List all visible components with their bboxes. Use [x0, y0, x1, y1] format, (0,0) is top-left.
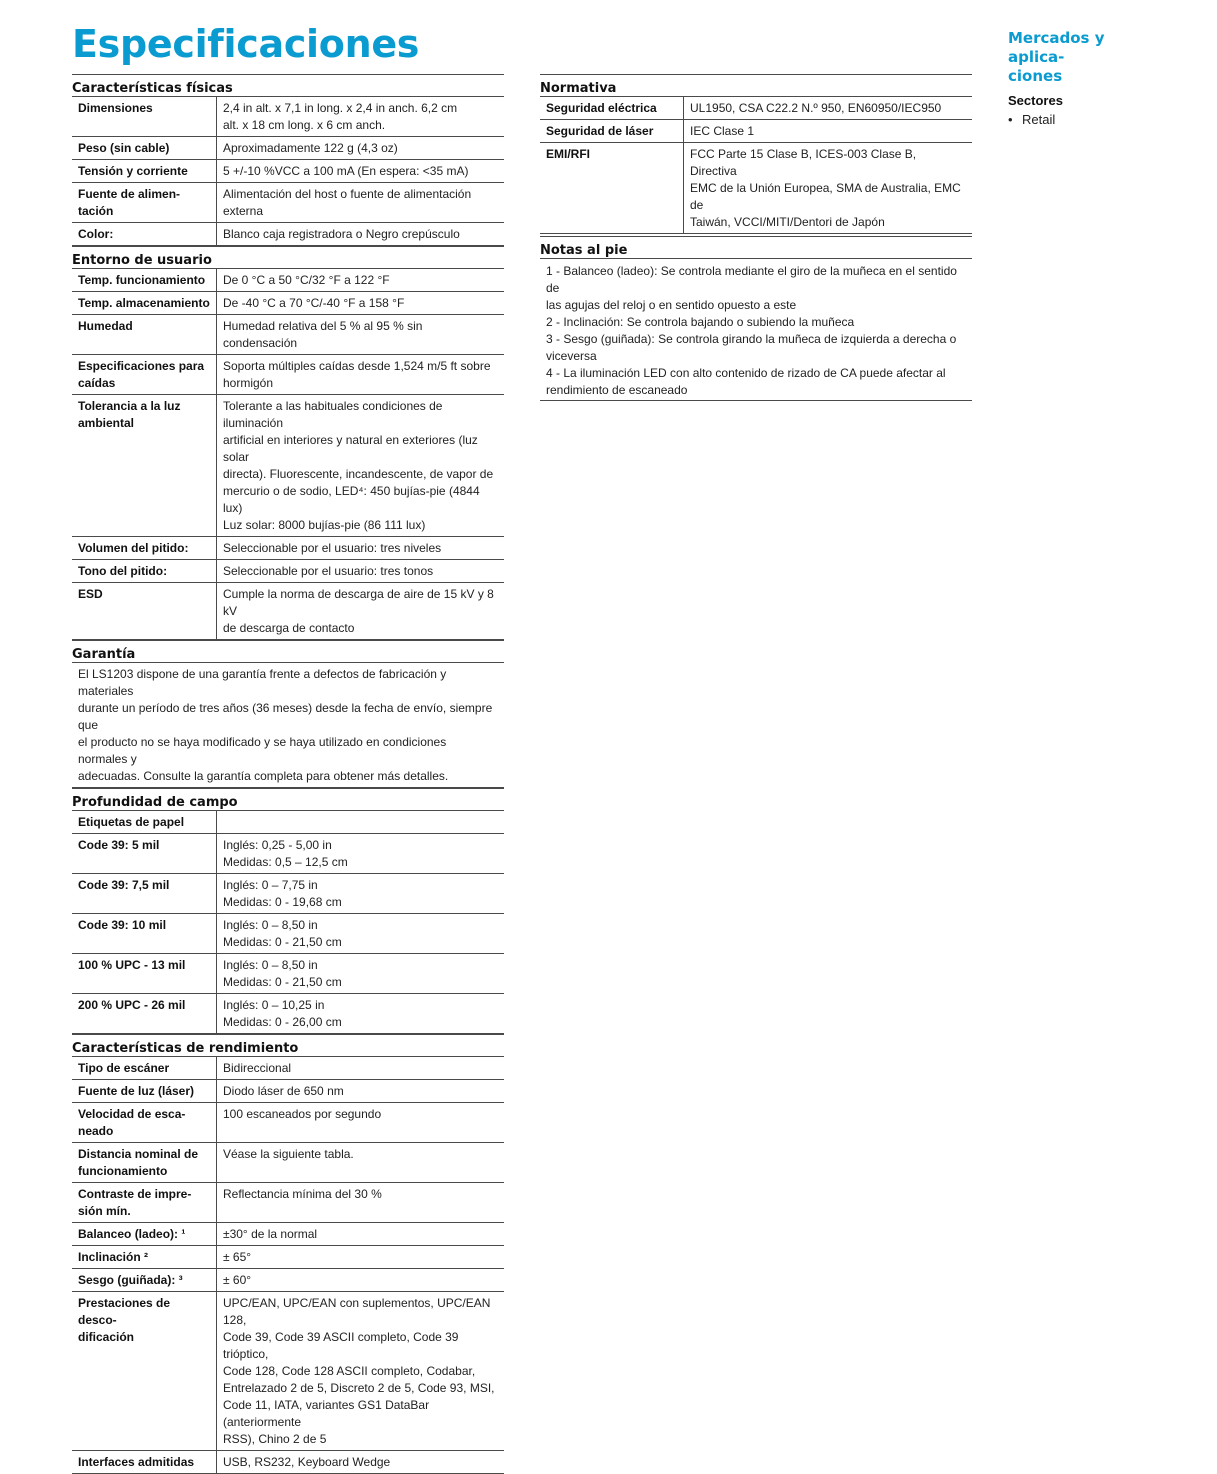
spec-value: Inglés: 0 – 7,75 in Medidas: 0 - 19,68 cm	[217, 874, 505, 914]
spec-value: Reflectancia mínima del 30 %	[217, 1183, 505, 1223]
spec-label: Code 39: 7,5 mil	[72, 874, 217, 914]
spec-value: Inglés: 0 – 8,50 in Medidas: 0 - 21,50 cm	[217, 914, 505, 954]
table-row	[72, 183, 504, 223]
section-title: Notas al pie	[540, 236, 972, 259]
spec-label: Fuente de luz (láser)	[72, 1080, 217, 1103]
table-row	[72, 355, 504, 395]
section-footnotes	[540, 236, 972, 401]
footnote: 4 - La iluminación LED con alto contenido de rizado de CA puede afectar al rendimiento de escaneado	[546, 366, 946, 397]
spec-value	[217, 811, 505, 834]
spec-label: Inclinación ²	[72, 1246, 217, 1269]
table-row	[72, 269, 504, 292]
spec-label: Tipo de escáner	[72, 1057, 217, 1080]
spec-label: Especificaciones para caídas	[72, 355, 217, 395]
spec-label: Seguridad eléctrica	[540, 97, 684, 120]
table-row	[72, 1223, 504, 1246]
spec-value: Véase la siguiente tabla.	[217, 1143, 505, 1183]
left-column	[72, 74, 504, 1474]
list-item: • Retail	[1008, 111, 1168, 128]
table-row	[72, 223, 504, 246]
table-row	[72, 914, 504, 954]
spec-value: 5 +/-10 %VCC a 100 mA (En espera: <35 mA)	[217, 160, 505, 183]
spec-value: 2,4 in alt. x 7,1 in long. x 2,4 in anch. 6,2 cm alt. x 18 cm long. x 6 cm anch.	[217, 97, 505, 137]
table-row	[72, 1143, 504, 1183]
table-row	[72, 874, 504, 914]
section-title: Características de rendimiento	[72, 1034, 504, 1057]
spec-label: Contraste de impre- sión mín.	[72, 1183, 217, 1223]
spec-value: Seleccionable por el usuario: tres tonos	[217, 560, 505, 583]
section-performance	[72, 1034, 504, 1474]
spec-label: Velocidad de esca- neado	[72, 1103, 217, 1143]
section-title: Normativa	[540, 74, 972, 97]
spec-value: Blanco caja registradora o Negro crepúsculo	[217, 223, 505, 246]
table-row	[72, 1451, 504, 1474]
section-title: Características físicas	[72, 74, 504, 97]
spec-label: Sesgo (guiñada): ³	[72, 1269, 217, 1292]
warranty-text: El LS1203 dispone de una garantía frente a defectos de fabricación y materiales durante un período de tres años (36 meses) desde la fecha de envío, siempre que el producto no se haya modificado y se haya utilizado en condiciones normales y adecuadas. Consulte la garantía completa para obtener más detalles.	[72, 663, 504, 788]
section-title: Profundidad de campo	[72, 788, 504, 811]
middle-column	[540, 74, 972, 401]
section-title: Entorno de usuario	[72, 246, 504, 269]
table-row	[72, 954, 504, 994]
spec-value: UPC/EAN, UPC/EAN con suplementos, UPC/EAN 128, Code 39, Code 39 ASCII completo, Code 39 trióptico, Code 128, Code 128 ASCII completo, Codabar, Entrelazado 2 de 5, Discreto 2 de 5, Code 93, MSI, Code 11, IATA, variantes GS1 DataBar (anteriormente RSS), Chino 2 de 5	[217, 1292, 505, 1451]
spec-value: UL1950, CSA C22.2 N.º 950, EN60950/IEC950	[684, 97, 973, 120]
spec-label: 100 % UPC - 13 mil	[72, 954, 217, 994]
spec-value: Inglés: 0 – 8,50 in Medidas: 0 - 21,50 cm	[217, 954, 505, 994]
spec-table	[72, 97, 504, 246]
spec-table	[72, 269, 504, 640]
footnote: 3 - Sesgo (guiñada): Se controla girando la muñeca de izquierda a derecha o viceversa	[546, 332, 957, 363]
spec-value: Humedad relativa del 5 % al 95 % sin condensación	[217, 315, 505, 355]
spec-table	[540, 97, 972, 234]
spec-label: Balanceo (ladeo): ¹	[72, 1223, 217, 1246]
spec-value: ± 65°	[217, 1246, 505, 1269]
spec-label: ESD	[72, 583, 217, 640]
sector-list	[1008, 111, 1168, 128]
spec-value: IEC Clase 1	[684, 120, 973, 143]
footnote: 1 - Balanceo (ladeo): Se controla mediante el giro de la muñeca en el sentido de las agujas del reloj o en sentido opuesto a este	[546, 264, 957, 312]
spec-label: EMI/RFI	[540, 143, 684, 234]
section-physical	[72, 74, 504, 246]
table-row	[540, 97, 972, 120]
spec-label: Seguridad de láser	[540, 120, 684, 143]
section-user-environment	[72, 246, 504, 640]
table-row	[72, 1246, 504, 1269]
spec-label: Tensión y corriente	[72, 160, 217, 183]
sidebar-subtitle: Sectores	[1008, 93, 1063, 108]
table-row	[72, 97, 504, 137]
table-row	[72, 1292, 504, 1451]
footnote: 2 - Inclinación: Se controla bajando o subiendo la muñeca	[546, 315, 855, 329]
section-regulatory	[540, 74, 972, 234]
table-row	[72, 137, 504, 160]
spec-label: Temp. funcionamiento	[72, 269, 217, 292]
spec-value: Bidireccional	[217, 1057, 505, 1080]
table-row	[72, 292, 504, 315]
table-row	[72, 1183, 504, 1223]
spec-label: Temp. almacenamiento	[72, 292, 217, 315]
table-row	[72, 1057, 504, 1080]
spec-value: De -40 °C a 70 °C/-40 °F a 158 °F	[217, 292, 505, 315]
spec-value: ±30° de la normal	[217, 1223, 505, 1246]
spec-value: Aproximadamente 122 g (4,3 oz)	[217, 137, 505, 160]
page-title: Especificaciones	[72, 22, 420, 66]
spec-label: Tono del pitido:	[72, 560, 217, 583]
spec-label: Code 39: 5 mil	[72, 834, 217, 874]
spec-value: Cumple la norma de descarga de aire de 15 kV y 8 kV de descarga de contacto	[217, 583, 505, 640]
spec-label: Interfaces admitidas	[72, 1451, 217, 1474]
table-row	[72, 994, 504, 1034]
footnotes-list	[540, 259, 972, 401]
spec-label: Tolerancia a la luz ambiental	[72, 395, 217, 537]
spec-value: USB, RS232, Keyboard Wedge	[217, 1451, 505, 1474]
spec-table	[72, 811, 504, 1034]
table-row	[540, 143, 972, 234]
table-row	[72, 1080, 504, 1103]
table-row	[72, 160, 504, 183]
spec-value: FCC Parte 15 Clase B, ICES-003 Clase B, Directiva EMC de la Unión Europea, SMA de Australia, EMC de Taiwán, VCCI/MITI/Dentori de Japón	[684, 143, 973, 234]
spec-value: Alimentación del host o fuente de alimentación externa	[217, 183, 505, 223]
spec-value: ± 60°	[217, 1269, 505, 1292]
spec-value: De 0 °C a 50 °C/32 °F a 122 °F	[217, 269, 505, 292]
table-row	[72, 315, 504, 355]
table-row	[72, 560, 504, 583]
table-row	[72, 811, 504, 834]
spec-label: 200 % UPC - 26 mil	[72, 994, 217, 1034]
section-warranty	[72, 640, 504, 788]
spec-value: Soporta múltiples caídas desde 1,524 m/5 ft sobre hormigón	[217, 355, 505, 395]
spec-value: Tolerante a las habituales condiciones de iluminación artificial en interiores y natural en exteriores (luz solar directa). Fluorescente, incandescente, de vapor de mercurio o de sodio, LED⁴: 450 bujías-pie (4844 lux) Luz solar: 8000 bujías-pie (86 111 lux)	[217, 395, 505, 537]
spec-value: Inglés: 0,25 - 5,00 in Medidas: 0,5 – 12,5 cm	[217, 834, 505, 874]
section-title: Garantía	[72, 640, 504, 663]
spec-label: Color:	[72, 223, 217, 246]
spec-value: Diodo láser de 650 nm	[217, 1080, 505, 1103]
spec-value: Seleccionable por el usuario: tres niveles	[217, 537, 505, 560]
section-depth-of-field	[72, 788, 504, 1034]
spec-label: Dimensiones	[72, 97, 217, 137]
table-row	[72, 395, 504, 537]
table-row	[72, 1103, 504, 1143]
spec-value: Inglés: 0 – 10,25 in Medidas: 0 - 26,00 cm	[217, 994, 505, 1034]
spec-label: Prestaciones de desco- dificación	[72, 1292, 217, 1451]
sidebar	[1008, 29, 1168, 128]
spec-label: Etiquetas de papel	[72, 811, 217, 834]
spec-label: Fuente de alimen- tación	[72, 183, 217, 223]
spec-label: Distancia nominal de funcionamiento	[72, 1143, 217, 1183]
spec-label: Peso (sin cable)	[72, 137, 217, 160]
spec-value: 100 escaneados por segundo	[217, 1103, 505, 1143]
table-row	[72, 583, 504, 640]
table-row	[540, 120, 972, 143]
table-row	[72, 834, 504, 874]
table-row	[72, 537, 504, 560]
spec-label: Code 39: 10 mil	[72, 914, 217, 954]
spec-table	[72, 1057, 504, 1474]
spec-label: Humedad	[72, 315, 217, 355]
spec-label: Volumen del pitido:	[72, 537, 217, 560]
sidebar-title: Mercados y aplica- ciones	[1008, 29, 1105, 85]
table-row	[72, 1269, 504, 1292]
